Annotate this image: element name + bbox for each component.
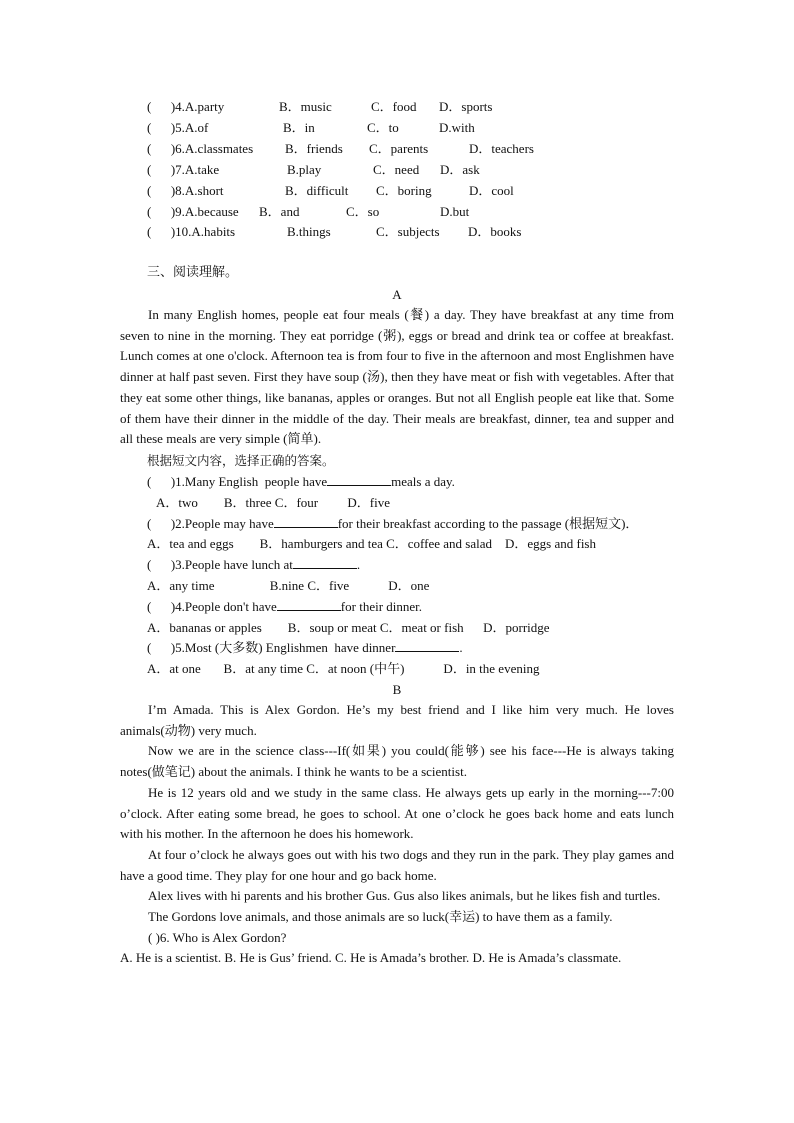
question-a4-end: for their dinner.: [340, 599, 423, 614]
section-heading: 三、阅读理解。: [147, 265, 239, 280]
question-a2-options: A．tea and eggs B．hamburgers and tea C．coffee and salad D．eggs and fish: [147, 536, 596, 551]
passage-a-paragraph: In many English homes, people eat four meals (餐) a day. They have breakfast at any time from seven to nine in the morning. They eat porridge (粥), eggs or bread and drink tea or coffee at breakfast. Lunch comes at one o'clock. Afternoon tea is from four to five in the afternoon and most Englishmen have dinner at half past seven. First they have soup (汤), then they have meat or fish with vegetables. After that they eat some other things, like bananas, apples or oranges. But not all English people eat like that. Some of them have their dinner in the middle of the day. Their meals are breakfast, dinner, tea and supper and all these meals are very simple (简单).: [120, 307, 674, 447]
option-c: C．need: [373, 162, 420, 177]
question-a5-options: A．at one B．at any time C．at noon (中午) D．in the evening: [147, 661, 540, 676]
question-a3-options: A．any time B.nine C．five D．one: [147, 578, 430, 593]
option-b: B．and: [259, 204, 300, 219]
passage-b-paragraph-2: Now we are in the science class---If(如果) you could(能够) see his face---He is always taking notes(做笔记) about the animals. I think he wants to be a scientist.: [120, 743, 674, 780]
question-a2-end: for their breakfast according to the passage (根据短文)．: [337, 516, 639, 531]
passage-b-paragraph-4: At four o’clock he always goes out with his two dogs and they run in the park. They play games and have a good time. They play for one hour and go back home.: [120, 846, 674, 883]
option-d: D．teachers: [469, 141, 534, 156]
passage-a-text: [120, 305, 674, 450]
question-a2: [147, 516, 638, 532]
question-a1-text: ( )1.Many English people have: [147, 474, 328, 489]
option-b: B.play: [287, 162, 322, 177]
option-b: B．difficult: [285, 183, 349, 198]
option-b: B．friends: [285, 141, 343, 156]
question-a3-end: .: [356, 557, 361, 572]
answer-blank: [395, 640, 459, 652]
question-a5: [147, 640, 463, 656]
question-number: ( )6.A.classmates: [147, 141, 254, 156]
option-d: D．books: [468, 224, 522, 239]
question-a4-text: ( )4.People don't have: [147, 599, 277, 614]
option-c: C．to: [367, 120, 399, 135]
answer-blank: [277, 599, 341, 611]
answer-blank: [293, 557, 357, 569]
question-a3-text: ( )3.People have lunch at: [147, 557, 293, 572]
answer-blank: [327, 474, 391, 486]
question-a4: [147, 599, 422, 615]
question-a1-end: meals a day.: [391, 474, 455, 489]
option-c: C．boring: [376, 183, 432, 198]
question-b6-options: A. He is a scientist. B. He is Gus’ friend. C. He is Amada’s brother. D. He is Amada’s classmate.: [120, 950, 622, 966]
question-number: ( )7.A.take: [147, 162, 220, 177]
option-c: C．subjects: [376, 224, 440, 239]
question-a2-text: ( )2.People may have: [147, 516, 274, 531]
passage-a-label: A: [392, 287, 402, 302]
passage-b-text: [120, 700, 674, 969]
question-a5-end: .: [459, 640, 463, 655]
option-d: D.but: [440, 204, 470, 219]
passage-b-label: B: [392, 682, 402, 697]
passage-b-paragraph-3: He is 12 years old and we study in the same class. He always gets up early in the morning---7:00 o’clock. After eating some bread, he goes to school. At one o’clock he goes back home and eats lunch with his mother. In the afternoon he does his homework.: [120, 784, 674, 842]
question-b6: ( )6. Who is Alex Gordon?: [148, 929, 287, 945]
passage-b-paragraph-1: I’m Amada. This is Alex Gordon. He’s my best friend and I like him very much. He loves animals(动物) very much.: [120, 702, 674, 738]
option-c: C．parents: [369, 141, 429, 156]
question-a4-options: A．bananas or apples B．soup or meat C．meat or fish D．porridge: [147, 620, 550, 635]
question-a3: [147, 557, 360, 573]
option-b: B．music: [279, 99, 332, 114]
option-d: D.with: [439, 120, 475, 135]
option-d: D．cool: [469, 183, 514, 198]
option-b: B.things: [287, 224, 331, 239]
passage-b-paragraph-6: The Gordons love animals, and those animals are so luck(幸运) to have them as a family.: [148, 909, 613, 925]
question-number: ( )9.A.because: [147, 204, 239, 219]
option-b: B．in: [283, 120, 315, 135]
question-number: ( )10.A.habits: [147, 224, 236, 239]
answer-blank: [274, 516, 338, 528]
question-number: ( )4.A.party: [147, 99, 225, 114]
question-number: ( )8.A.short: [147, 183, 224, 198]
passage-a-instruction: 根据短文内容，选择正确的答案。: [147, 453, 335, 468]
passage-b-paragraph-5: Alex lives with hi parents and his brother Gus. Gus also likes animals, but he likes fish and turtles.: [148, 888, 661, 904]
question-a1-options: A．two B．three C．four D．five: [156, 495, 390, 510]
question-a5-text: ( )5.Most (大多数) Englishmen have dinner: [147, 640, 396, 655]
question-a1: [147, 474, 455, 490]
option-c: C．so: [346, 204, 380, 219]
option-d: D．ask: [440, 162, 480, 177]
option-c: C．food: [371, 99, 417, 114]
option-d: D．sports: [439, 99, 493, 114]
question-number: ( )5.A.of: [147, 120, 209, 135]
